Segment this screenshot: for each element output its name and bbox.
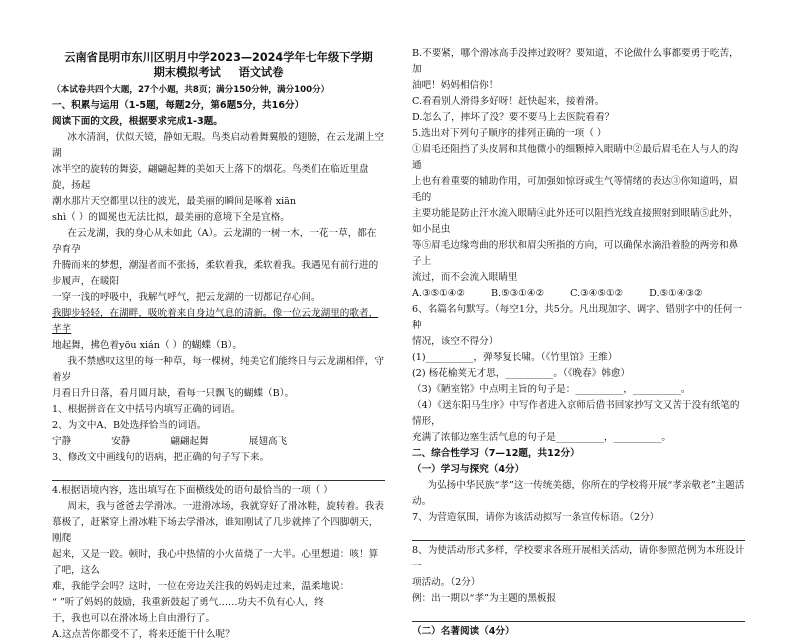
question-7: 7、为营造氛围，请你为该活动拟写一条宣传标语。（2分） (412, 512, 660, 523)
question-2: 2、为文中A、B处选择恰当的词语。 (52, 420, 207, 431)
question-3: 3、修改文中画线句的语病，把正确的句子写下来。 (52, 452, 270, 463)
exam-title-line1: 云南省昆明市东川区明月中学2023—2024学年七年级下学期 (64, 51, 373, 64)
question-1: 1、根据拼音在文中括号内填写正确的词语。 (52, 404, 241, 415)
q6-line[interactable]: (1)__________，弹琴复长啸。（《竹里馆》王维） (412, 352, 618, 363)
q5-line: 5.选出对下列句子顺序的排列正确的一项（ ） (412, 128, 607, 139)
q4-option-d: D.怎么了，摔坏了没？要不要马上去医院看看？ (412, 112, 615, 123)
left-column (52, 50, 385, 643)
passage-line: 冰半空的旋转的舞姿，翩翩起舞的美如天上落下的烟花。鸟类们在临近里盘旋，扬起 (52, 164, 369, 191)
q6-line[interactable]: (2) 杨花榆荚无才思，__________。（《晚春》韩愈） (412, 368, 631, 379)
word-option: 翩翩起舞 (170, 436, 209, 447)
sub1-line: 为弘扬中华民族“孝”这一传统美德，你所在的学校将开展“孝亲敬老”主题活动。 (412, 480, 745, 507)
passage-line: 潮水那片天空都里以往的波光，最美丽的瞬间是啄着 xiān (52, 196, 297, 207)
q4-option-b: B.不要紧，哪个滑冰高手没摔过跤呀？要知道，不论做什么事都要勇于吃苦，加 (412, 48, 739, 75)
q8-example: 例：出一期以“孝”为主题的黑板报 (412, 593, 557, 604)
q5-option: A.③⑤①④② (412, 288, 465, 299)
answer-line[interactable] (52, 466, 385, 481)
q6-line: 6、名篇名句默写。（每空1分，共5分。凡出现加字、调字、错别字中的任何一种 (412, 304, 743, 331)
passage-line: 冰水清润，伏似天镜，静如无瑕。鸟类启动着舞翼般的翅膀，在云龙湖上空湖 (52, 132, 384, 159)
q4-option-c: C.看看别人滑得多好呀！赶快起来，接着滑。 (412, 96, 605, 107)
q5-line: 上也有着重要的辅助作用，可加强如惊讶或生气等情绪的表达③你知道吗，眉毛的 (412, 176, 739, 203)
q4-option-b-cont: 油吧！妈妈相信你！ (412, 80, 499, 91)
passage-line: 我不禁感叹这里的每一种草，每一棵树，纯美它们能终日与云龙湖相伴，守着岁 (52, 356, 384, 383)
exam-notice: （本试卷共四个大题，27个小题，共8页；满分150分钟，满分100分） (52, 85, 330, 95)
subsection1-heading: （一）学习与探究（4分） (412, 464, 525, 475)
exam-title-line2: 期末模拟考试 语文试卷 (153, 66, 284, 79)
q6-line[interactable]: （3)《陋室铭》中点明主旨的句子是：__________，__________。 (412, 384, 691, 395)
answer-line[interactable] (412, 526, 745, 541)
q4-line: 慕极了，赶紧穿上滑冰鞋下场去学滑冰，谁知刚试了几步就摔了个四脚朝天，刚爬 (52, 517, 379, 544)
word-option: 宁静 (52, 436, 72, 447)
passage-line: 升腾而来的梦想，潮湿者而不张扬，柔软着我，柔软着我。我遇见有前行进的步履声，在暖阳 (52, 260, 379, 287)
q5-line: 主要功能是防止汗水流入眼睛④此外还可以阻挡光线直接照射到眼睛⑤此外，如小昆虫 (412, 208, 739, 235)
question-5 (412, 126, 745, 286)
question-4 (52, 483, 385, 643)
q5-option: C.③④⑤①② (570, 288, 624, 299)
q5-line: 流过，而不会流入眼睛里 (412, 272, 518, 283)
q4-line: 于，我也可以在滑冰场上自由滑行了。 (52, 613, 216, 624)
q8-line: 8、为使活动形式多样，学校要求各班开展相关活动，请你参照范例为本班设计一 (412, 545, 745, 572)
word-options (52, 434, 385, 450)
q6-line: （4）《送东阳马生序》中写作者进入京师后借书回家抄写文又苦于没有纸笔的情形， (412, 400, 740, 427)
q5-line: 等⑤眉毛边缘弯曲的形状和眉尖所指的方向，可以确保水滴沿着脸的两旁和鼻子上 (412, 240, 739, 267)
section1-intro: 阅读下面的文段，根据要求完成1-3题。 (52, 116, 223, 127)
underlined-sentence: 我脚步轻轻，在湖畔，吸吮着来自身边气息的清新。像一位云龙湖里的歌者，芊芊 (52, 308, 379, 335)
q5-options (412, 286, 745, 302)
question-6 (412, 302, 745, 446)
q4-line: 难，我能学会吗？这时，一位在旁边关注我的妈妈走过来，温柔地说： (52, 581, 350, 592)
q8-line: 项活动。（2分） (412, 577, 481, 588)
passage-line: 地起舞，拂色着yōu xián（ ）的蝴蝶（B）。 (52, 340, 243, 351)
subsection2-heading: （二）名著阅读（4分） (412, 626, 515, 637)
q4-line: “ ”听了妈妈的鼓励，我重新鼓起了勇气……功夫不负有心人，终 (52, 597, 324, 608)
q4-option-a: A.这点苦你都受不了，将来还能干什么呢？ (52, 629, 235, 640)
right-column (412, 46, 745, 640)
passage-line: 在云龙湖，我的身心从未如此（A）。云龙湖的一树一木，一花一草，都在孕育孕 (52, 228, 377, 255)
passage-line: 月看日升日落，看月圆月缺，看每一只飘飞的蝴蝶（B）。 (52, 388, 295, 399)
passage-line: shì（ ）的圆冕也无法比拟，最美丽的意境下全是宜格。 (52, 212, 290, 223)
passage-line: 一穿一浅的呼吸中，我解气呼气，把云龙湖的一切都记存心间。 (52, 292, 321, 303)
reading-passage (52, 130, 385, 402)
section2-heading: 二、综合性学习（7—12题，共12分） (412, 448, 580, 459)
q5-option: D.⑤①④③② (649, 288, 703, 299)
q5-option: B.⑤③①④② (490, 288, 545, 299)
answer-line[interactable] (412, 607, 745, 622)
word-option: 展翅高飞 (248, 436, 288, 447)
q6-line: 情况，该空不得分） (412, 336, 499, 347)
q4-line: 起来，又是一跤。顿时，我心中热情的小火苗烧了一大半。心里想道：咳！算了吧，这么 (52, 549, 379, 576)
q5-line: ①眉毛还阻挡了头皮屑和其他微小的细颗掉入眼睛中②最后眉毛在人与人的沟通 (412, 144, 739, 171)
section1-heading: 一、积累与运用（1-5题，每题2分，第6题5分，共16分） (52, 100, 305, 111)
q4-line: 周末，我与爸爸去学滑冰。一进滑冰场，我就穿好了滑冰鞋，旋转着。我表 (67, 501, 384, 512)
q6-line[interactable]: 充满了浓郁边塞生活气息的句子是__________，__________。 (412, 432, 672, 443)
word-option: 安静 (111, 436, 131, 447)
q4-line: 4.根据语境内容，选出填写在下面横线处的语句最恰当的一项（ ） (52, 485, 333, 496)
question-8 (412, 543, 745, 607)
